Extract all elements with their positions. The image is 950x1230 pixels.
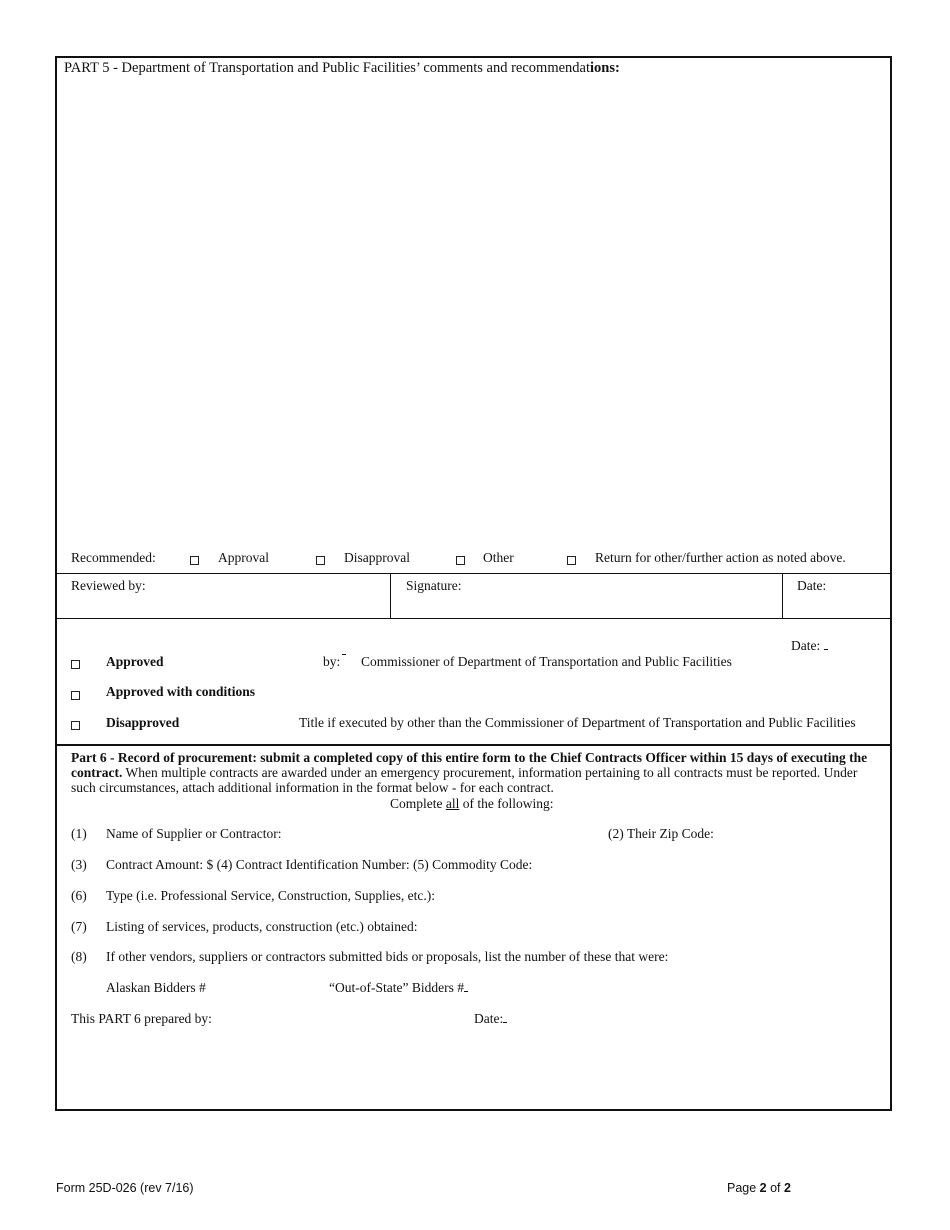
complete-prefix: Complete	[390, 796, 446, 811]
approval-option-label: Approval	[218, 550, 269, 565]
out-of-state-bidders	[329, 980, 468, 996]
item-number: (6)	[71, 888, 87, 903]
item-number: (8)	[71, 949, 87, 964]
signature-line[interactable]	[342, 643, 346, 659]
divider	[56, 744, 891, 746]
item-number: (3)	[71, 857, 87, 872]
decision-date	[791, 638, 828, 654]
part5-title	[64, 60, 620, 77]
by-label: by:	[323, 654, 341, 669]
complete-underlined: all	[445, 796, 460, 811]
return-checkbox[interactable]	[567, 553, 576, 569]
form-id: Form 25D-026 (rev 7/16)	[56, 1181, 194, 1195]
comments-area[interactable]	[60, 82, 888, 542]
divider	[56, 573, 891, 574]
part6-date-field[interactable]	[503, 1022, 507, 1023]
decision-date-label: Date:	[791, 638, 821, 653]
page-prefix: Page	[727, 1181, 760, 1195]
return-option-label: Return for other/further action as noted above.	[595, 550, 846, 565]
approved-with-conditions-checkbox[interactable]	[71, 688, 80, 704]
zip-code-label: (2) Their Zip Code:	[608, 826, 714, 841]
part6-date	[474, 1011, 507, 1027]
page-current: 2	[759, 1181, 767, 1195]
approval-checkbox[interactable]	[190, 553, 199, 569]
disapproval-checkbox[interactable]	[316, 553, 325, 569]
part6-intro-text: When multiple contracts are awarded under an emergency procurement, information pertaining to all contracts must be reported. Under such circumstances, attach additional information in the format below - for each contract.	[71, 765, 858, 795]
disapproved-label: Disapproved	[106, 715, 180, 730]
divider	[782, 573, 783, 618]
type-label: Type (i.e. Professional Service, Construction, Supplies, etc.):	[106, 888, 435, 903]
recommended-label: Recommended:	[71, 550, 156, 565]
reviewed-by-label: Reviewed by:	[71, 578, 146, 593]
review-date-field[interactable]	[797, 596, 885, 614]
page-number	[727, 1181, 791, 1195]
decision-date-field[interactable]	[824, 649, 828, 650]
signature-label: Signature:	[406, 578, 462, 593]
approved-label: Approved	[106, 654, 164, 669]
item-number: (1)	[71, 826, 87, 841]
reviewed-by-field[interactable]	[72, 596, 384, 614]
page-of: of	[766, 1181, 784, 1195]
part6-date-label: Date:	[474, 1011, 504, 1026]
commissioner-caption: Commissioner of Department of Transportation and Public Facilities	[361, 654, 732, 669]
part6-intro	[71, 750, 881, 795]
other-option-label: Other	[483, 550, 514, 565]
approved-with-conditions-label: Approved with conditions	[106, 684, 256, 699]
part5-title-main: PART 5 - Department of Transportation and Public Facilities’ comments and recommendat	[64, 60, 591, 76]
date-label: Date:	[797, 578, 827, 593]
title-caption: Title if executed by other than the Commissioner of Department of Transportation and Public Facilities	[299, 715, 856, 730]
other-checkbox[interactable]	[456, 553, 465, 569]
contract-amount-label: Contract Amount: $ (4) Contract Identification Number: (5) Commodity Code:	[106, 857, 533, 872]
other-bidders-label: If other vendors, suppliers or contractors submitted bids or proposals, list the number of these that were:	[106, 949, 669, 964]
prepared-by-label: This PART 6 prepared by:	[71, 1011, 212, 1026]
alaskan-bidders-label: Alaskan Bidders #	[106, 980, 206, 995]
signature-field[interactable]	[406, 596, 776, 614]
out-of-state-bidders-field[interactable]	[464, 991, 468, 992]
out-of-state-bidders-label: “Out-of-State” Bidders #	[329, 980, 464, 995]
complete-suffix: of the following:	[459, 796, 554, 811]
part5-title-tail: ions:	[590, 60, 620, 76]
part6-intro-bold: Part 6 - Record of procurement: submit a completed copy of this entire form to the Chief Contracts Officer within 15 days of executing the contract.	[71, 750, 868, 780]
supplier-name-label: Name of Supplier or Contractor:	[106, 826, 282, 841]
complete-all-line	[390, 796, 554, 812]
listing-label: Listing of services, products, construction (etc.) obtained:	[106, 919, 418, 934]
disapproved-checkbox[interactable]	[71, 718, 80, 734]
item-number: (7)	[71, 919, 87, 934]
divider	[390, 573, 391, 618]
divider	[56, 618, 891, 619]
page-total: 2	[784, 1181, 791, 1195]
approved-checkbox[interactable]	[71, 657, 80, 673]
disapproval-option-label: Disapproval	[344, 550, 410, 565]
